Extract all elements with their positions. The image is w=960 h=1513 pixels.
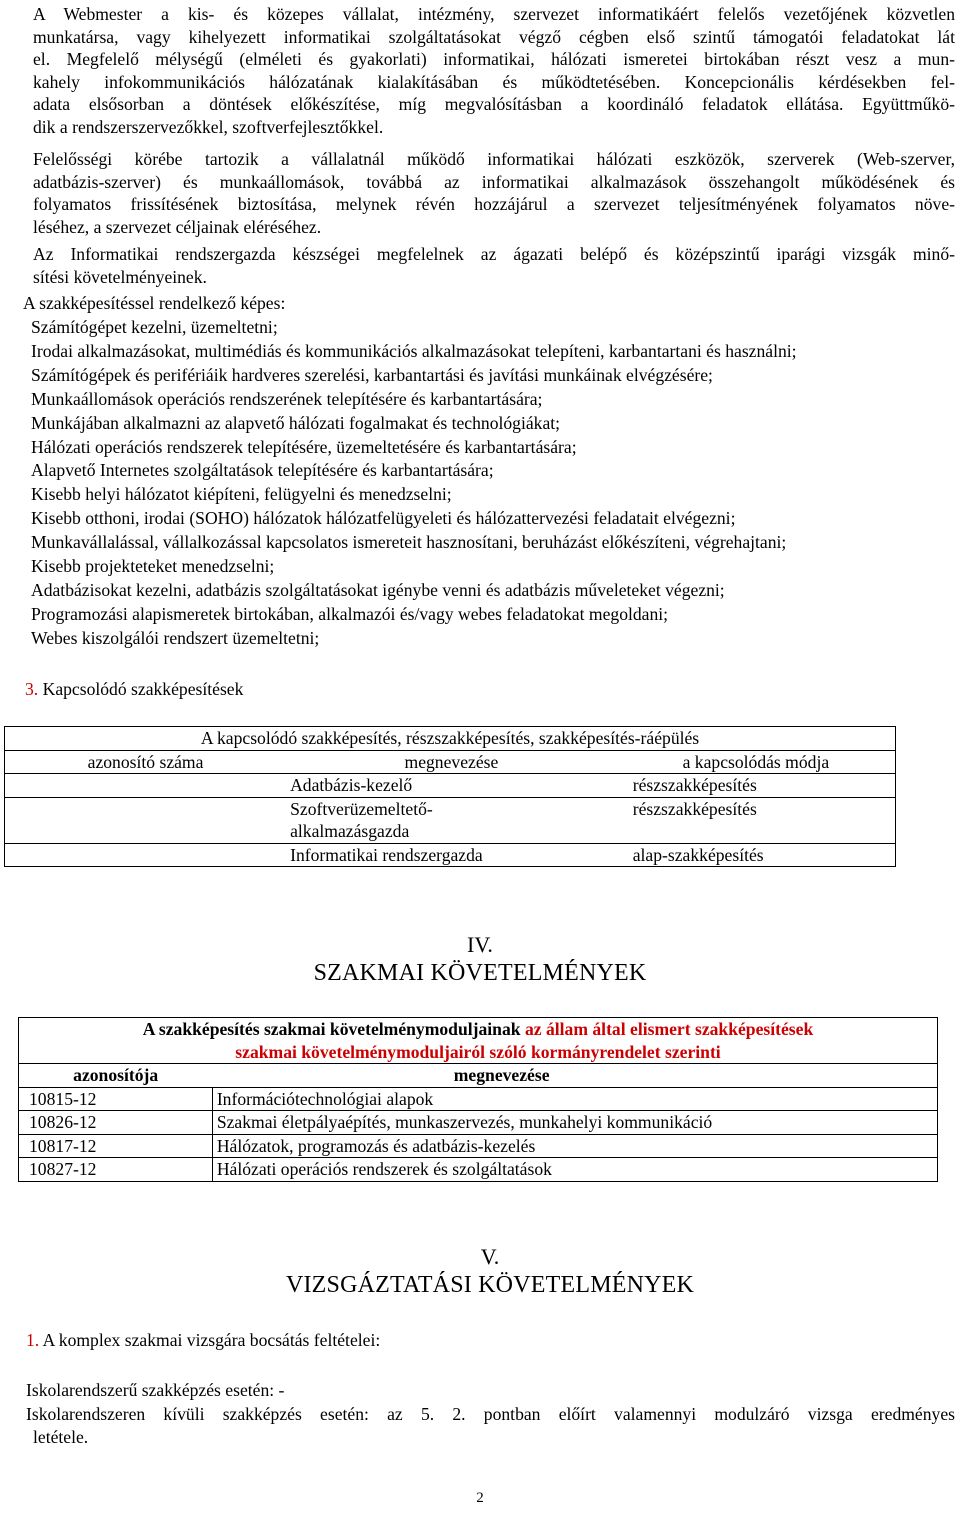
table-cell <box>5 797 287 843</box>
table-cell <box>5 843 287 867</box>
table-cell: 10826-12 <box>19 1111 213 1135</box>
column-header: megnevezése <box>286 750 617 774</box>
table-row <box>19 1111 938 1135</box>
table-cell <box>286 797 617 843</box>
chapter-4-title: SZAKMAI KÖVETELMÉNYEK <box>313 960 647 986</box>
table-cell: Hálózatok, programozás és adatbázis-kezelés <box>212 1134 937 1158</box>
text-line: sítési követelményeinek. <box>33 266 207 287</box>
text-line: munkatársa, vagy kihelyezett informatikai szolgáltatásokat végző cégben első szintű támogatói feladatokat lát <box>33 26 955 47</box>
caption-text-red: az állam által elismert szakképesítések <box>524 1019 814 1039</box>
chapter-4-number: IV. <box>467 932 493 957</box>
list-item: Alapvető Internetes szolgáltatások telepítésére és karbantartására; <box>31 460 494 481</box>
text-line: Iskolarendszerű szakképzés esetén: - <box>26 1380 285 1400</box>
table-cell: Informatikai rendszergazda <box>286 843 617 867</box>
list-item: Munkavállalással, vállalkozással kapcsolatos ismereteit hasznosítani, beruházást előkészíteni, végrehajtani; <box>31 532 787 553</box>
intro-paragraph-3 <box>33 243 955 288</box>
table-row <box>5 797 896 843</box>
cell-line: alkalmazásgazda <box>290 821 410 841</box>
cell-line: Szoftverüzemeltető- <box>290 798 433 819</box>
section-number: 3. <box>25 679 39 699</box>
column-header: a kapcsolódás módja <box>617 750 896 774</box>
chapter-5-number: V. <box>480 1244 500 1269</box>
text-line: adata elsősorban a döntések előkészítése, míg megvalósításban a koordináló feladatok ellátása. Együttműkö- <box>33 94 955 114</box>
table-row <box>5 843 896 867</box>
section-title: Kapcsolódó szakképesítések <box>42 679 244 699</box>
section-1-heading <box>26 1329 380 1352</box>
table-cell: részszakképesítés <box>617 774 896 798</box>
list-item: Kisebb otthoni, irodai (SOHO) hálózatok hálózatfelügyeleti és hálózattervezési feladatait elvégezni; <box>31 508 736 529</box>
text-line: dik a rendszerszervezőkkel, szoftverfejlesztőkkel. <box>33 116 384 137</box>
related-qualifications-table <box>4 726 896 867</box>
list-item: Kisebb projekteteket menedzselni; <box>31 556 275 577</box>
table-cell: 10815-12 <box>19 1087 213 1111</box>
column-header: azonosítója <box>19 1064 213 1088</box>
page-number: 2 <box>476 1490 484 1506</box>
section-title: A komplex szakmai vizsgára bocsátás feltételei: <box>42 1330 381 1350</box>
table-cell: Hálózati operációs rendszerek és szolgáltatások <box>212 1158 937 1182</box>
column-header: megnevezése <box>212 1064 937 1088</box>
list-item: Munkaállomások operációs rendszerének telepítésére és karbantartására; <box>31 388 543 409</box>
table-cell: Szakmai életpályaépítés, munkaszervezés, munkahelyi kommunikáció <box>212 1111 937 1135</box>
intro-paragraph-1 <box>33 3 955 138</box>
section-3-heading <box>25 678 243 701</box>
table-cell: Információtechnológiai alapok <box>212 1087 937 1111</box>
text-line: adatbázis-szerver) és munkaállomások, továbbá az informatikai alkalmazások összehangolt működésének és <box>33 171 955 192</box>
conditions-school <box>26 1379 284 1402</box>
text-line: el. Megfelelő mélységű (elméleti és gyakorlati) informatikai, hálózati ismeretei birtokában részt vesz a mun- <box>33 49 955 69</box>
conditions-nonschool <box>26 1403 955 1448</box>
chapter-5-title: VIZSGÁZTATÁSI KÖVETELMÉNYEK <box>285 1272 695 1298</box>
table-caption <box>19 1018 938 1064</box>
table-row <box>19 1158 938 1182</box>
text-line: letétele. <box>33 1426 89 1447</box>
text-line: kahely infokommunikációs hálózatának kialakításában és működtetésében. Koncepcionális kérdésekben fel- <box>33 71 955 92</box>
list-item: Irodai alkalmazásokat, multimédiás és kommunikációs alkalmazásokat telepíteni, karbantartani és használni; <box>31 340 797 361</box>
table-cell: Adatbázis-kezelő <box>286 774 617 798</box>
text-line: folyamatos frissítésének biztosítása, melynek révén hozzájárul a szervezet teljesítményének folyamatos növe- <box>33 194 955 214</box>
list-item: Hálózati operációs rendszerek telepítésére, üzemeltetésére és karbantartására; <box>31 436 577 457</box>
table-cell: 10827-12 <box>19 1158 213 1182</box>
table-row <box>19 1134 938 1158</box>
list-item: Kisebb helyi hálózatot kiépíteni, felügyelni és menedzselni; <box>31 484 452 505</box>
text-line: Felelősségi körébe tartozik a vállalatnál működő informatikai hálózati eszközök, szerverek (Web-szerver, <box>33 149 955 169</box>
table-cell: 10817-12 <box>19 1134 213 1158</box>
text-line: léséhez, a szervezet céljainak eléréséhez. <box>33 216 322 237</box>
column-header: azonosító száma <box>5 750 287 774</box>
list-item: Munkájában alkalmazni az alapvető hálózati fogalmakat és technológiákat; <box>31 412 561 433</box>
list-item: Adatbázisokat kezelni, adatbázis szolgáltatásokat igénybe venni és adatbázis műveleteket végezni; <box>31 579 725 600</box>
text-line: A Webmester a kis- és közepes vállalat, intézmény, szervezet informatikáért felelős vezetőjének közvetlen <box>33 4 955 24</box>
text-line: Az Informatikai rendszergazda készségei megfelelnek az ágazati belépő és középszintű iparági vizsgák minő- <box>33 244 955 264</box>
list-item: Számítógépek és perifériáik hardveres szerelési, karbantartási és javítási munkáinak elvégzésére; <box>31 364 713 385</box>
table-caption: A kapcsolódó szakképesítés, részszakképesítés, szakképesítés-ráépülés <box>5 727 896 751</box>
capable-heading-text: A szakképesítéssel rendelkező képes: <box>23 293 286 313</box>
caption-text-red: szakmai követelménymoduljairól szóló kormányrendelet szerinti <box>235 1041 721 1062</box>
capable-heading <box>23 292 285 315</box>
list-item: Webes kiszolgálói rendszert üzemeltetni; <box>31 627 320 648</box>
text-line: Iskolarendszeren kívüli szakképzés esetén: az 5. 2. pontban előírt valamennyi modulzáró vizsga eredményes <box>26 1404 955 1424</box>
intro-paragraph-2 <box>33 148 955 238</box>
section-number: 1. <box>26 1330 40 1350</box>
table-row <box>19 1087 938 1111</box>
list-item: Számítógépet kezelni, üzemeltetni; <box>31 317 278 337</box>
table-cell: alap-szakképesítés <box>617 843 896 867</box>
capable-list <box>31 316 797 651</box>
table-cell <box>5 774 287 798</box>
table-cell: részszakképesítés <box>617 797 896 843</box>
modules-table <box>18 1017 938 1182</box>
caption-text: A szakképesítés szakmai követelménymoduljainak <box>142 1019 525 1039</box>
list-item: Programozási alapismeretek birtokában, alkalmazói és/vagy webes feladatokat megoldani; <box>31 603 669 624</box>
table-row <box>5 774 896 798</box>
